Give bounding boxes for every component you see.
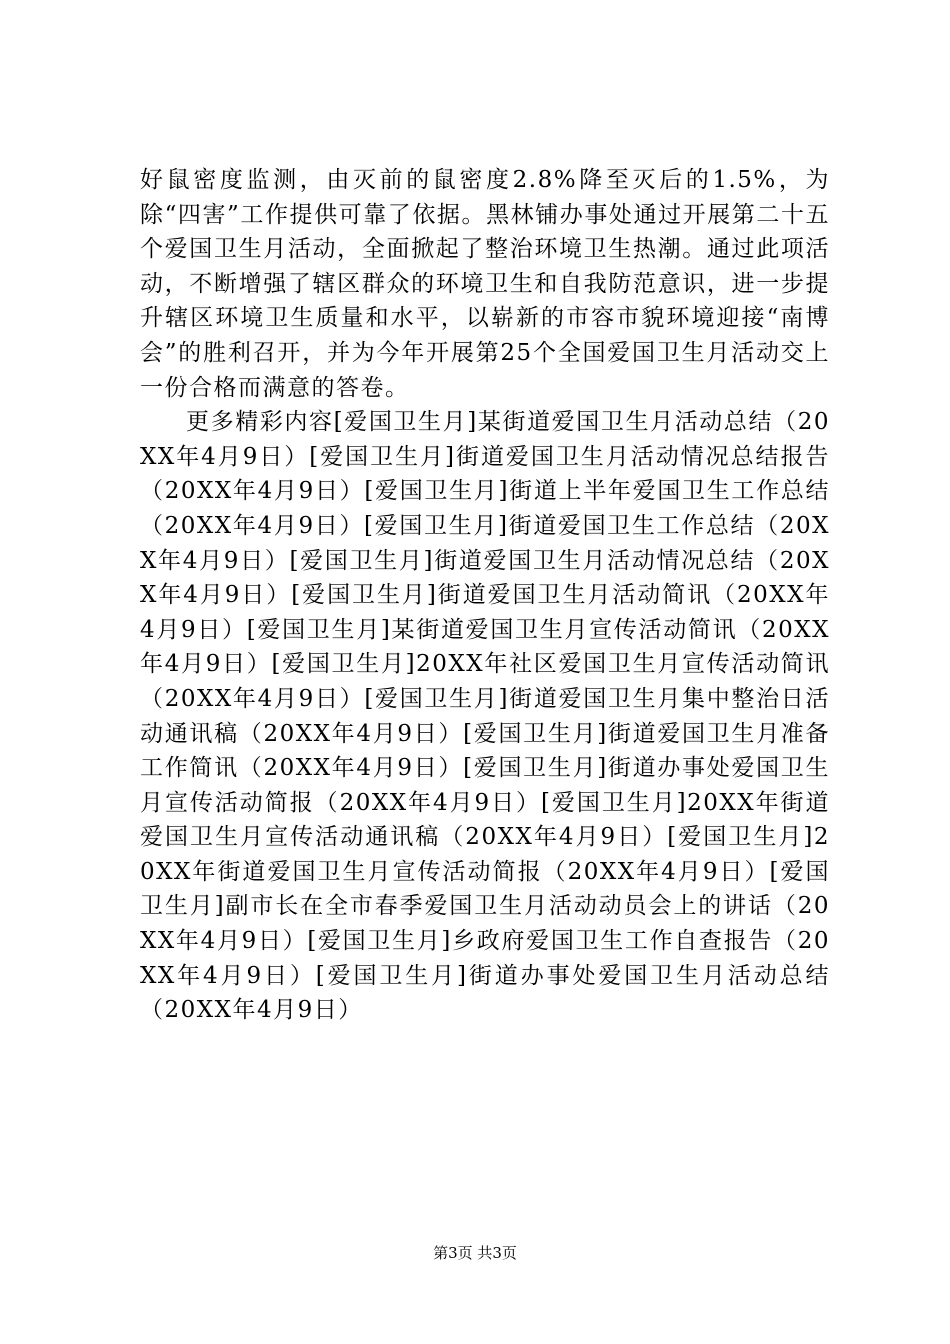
document-body xyxy=(140,163,830,1028)
more-content-paragraph: 更多精彩内容[爱国卫生月]某街道爱国卫生月活动总结（20XX年4月9日）[爱国卫生月]街道爱国卫生月活动情况总结报告（20XX年4月9日）[爱国卫生月]街道上半年爱国卫生工作总结（20XX年4月9日）[爱国卫生月]街道爱国卫生工作总结（20XX年4月9日）[爱国卫生月]街道爱国卫生月活动情况总结（20XX年4月9日）[爱国卫生月]街道爱国卫生月活动简讯（20XX年4月9日）[爱国卫生月]某街道爱国卫生月宣传活动简讯（20XX年4月9日）[爱国卫生月]20XX年社区爱国卫生月宣传活动简讯（20XX年4月9日）[爱国卫生月]街道爱国卫生月集中整治日活动通讯稿（20XX年4月9日）[爱国卫生月]街道爱国卫生月准备工作简讯（20XX年4月9日）[爱国卫生月]街道办事处爱国卫生月宣传活动简报（20XX年4月9日）[爱国卫生月]20XX年街道爱国卫生月宣传活动通讯稿（20XX年4月9日）[爱国卫生月]20XX年街道爱国卫生月宣传活动简报（20XX年4月9日）[爱国卫生月]副市长在全市春季爱国卫生月活动动员会上的讲话（20XX年4月9日）[爱国卫生月]乡政府爱国卫生工作自查报告（20XX年4月9日）[爱国卫生月]街道办事处爱国卫生月活动总结（20XX年4月9日） xyxy=(140,409,830,1024)
body-paragraph: 好鼠密度监测，由灭前的鼠密度2.8%降至灭后的1.5%，为除“四害”工作提供可靠了依据。黑林铺办事处通过开展第二十五个爱国卫生月活动，全面掀起了整治环境卫生热潮。通过此项活动，不断增强了辖区群众的环境卫生和自我防范意识，进一步提升辖区环境卫生质量和水平，以崭新的市容市貌环境迎接“南博会”的胜利召开，并为今年开展第25个全国爱国卫生月活动交上一份合格而满意的答卷。 xyxy=(140,167,830,401)
page-number-footer: 第3页 共3页 xyxy=(433,1244,517,1262)
